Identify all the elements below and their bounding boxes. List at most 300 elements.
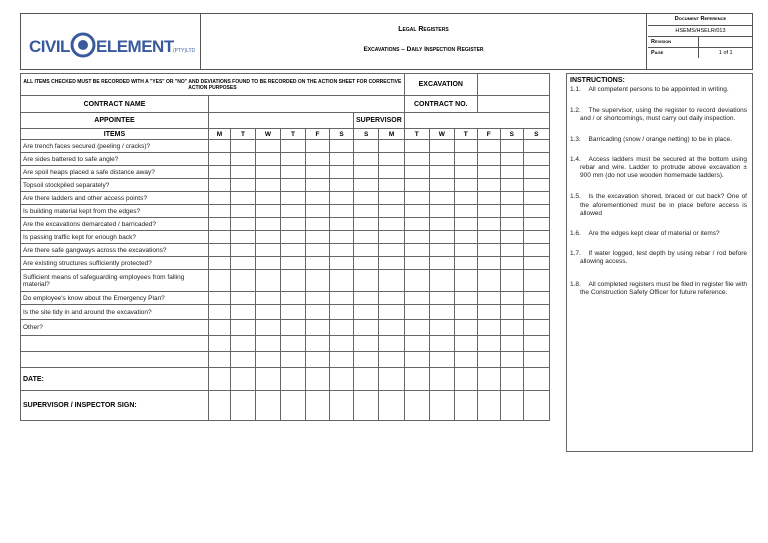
check-cell[interactable] [523, 205, 549, 218]
check-cell[interactable] [354, 244, 379, 257]
check-cell[interactable] [404, 352, 429, 368]
instructions-list [570, 86, 747, 297]
check-cell[interactable] [404, 257, 429, 270]
check-cell[interactable] [354, 205, 379, 218]
check-cell[interactable] [281, 320, 306, 336]
check-cell[interactable] [404, 292, 429, 305]
check-cell[interactable] [256, 270, 281, 292]
check-cell[interactable] [429, 166, 454, 179]
check-cell[interactable] [306, 205, 330, 218]
check-cell[interactable] [281, 352, 306, 368]
check-cell[interactable] [454, 140, 477, 153]
check-cell[interactable] [379, 231, 404, 244]
check-cell[interactable] [454, 192, 477, 205]
appointee-label: APPOINTEE [21, 113, 209, 129]
check-cell[interactable] [454, 368, 477, 391]
instruction-number: 1.1. [570, 86, 581, 93]
check-cell[interactable] [379, 218, 404, 231]
check-cell[interactable] [256, 292, 281, 305]
check-cell[interactable] [379, 166, 404, 179]
check-cell[interactable] [404, 270, 429, 292]
check-cell[interactable] [306, 140, 330, 153]
check-cell[interactable] [523, 166, 549, 179]
check-cell[interactable] [429, 368, 454, 391]
check-cell[interactable] [523, 352, 549, 368]
check-cell[interactable] [379, 352, 404, 368]
check-cell[interactable] [429, 352, 454, 368]
check-cell[interactable] [429, 231, 454, 244]
check-cell[interactable] [281, 244, 306, 257]
check-cell[interactable] [354, 166, 379, 179]
check-cell[interactable] [281, 153, 306, 166]
check-cell[interactable] [231, 336, 256, 352]
check-cell[interactable] [256, 140, 281, 153]
check-cell[interactable] [306, 153, 330, 166]
check-cell[interactable] [231, 368, 256, 391]
item-label: Do employee's know about the Emergency Plan? [21, 292, 209, 305]
check-cell[interactable] [404, 140, 429, 153]
check-cell[interactable] [404, 231, 429, 244]
check-cell[interactable] [404, 320, 429, 336]
check-cell[interactable] [256, 257, 281, 270]
check-cell[interactable] [404, 192, 429, 205]
check-cell[interactable] [354, 179, 379, 192]
document-subtitle: Excavations – Daily Inspection Register [363, 46, 484, 53]
check-cell[interactable] [330, 368, 354, 391]
check-cell[interactable] [209, 140, 231, 153]
check-cell[interactable] [330, 192, 354, 205]
check-cell[interactable] [454, 166, 477, 179]
check-cell[interactable] [354, 231, 379, 244]
check-cell[interactable] [500, 368, 523, 391]
check-cell[interactable] [454, 218, 477, 231]
check-cell[interactable] [354, 140, 379, 153]
check-cell[interactable] [500, 391, 523, 421]
check-cell[interactable] [209, 205, 231, 218]
check-cell[interactable] [306, 352, 330, 368]
check-cell[interactable] [477, 140, 500, 153]
check-cell[interactable] [404, 166, 429, 179]
contract-no-field[interactable] [477, 96, 549, 113]
check-cell[interactable] [500, 231, 523, 244]
check-cell[interactable] [404, 336, 429, 352]
check-cell[interactable] [477, 305, 500, 320]
check-cell[interactable] [330, 270, 354, 292]
check-cell[interactable] [281, 292, 306, 305]
day-header: S [330, 129, 354, 140]
check-cell[interactable] [523, 270, 549, 292]
check-cell[interactable] [209, 391, 231, 421]
check-cell[interactable] [379, 257, 404, 270]
check-cell[interactable] [477, 218, 500, 231]
notice-text: ALL ITEMS CHECKED MUST BE RECORDED WITH A "YES" OR "NO" AND DEVIATIONS FOUND TO BE RECORDED ON THE ACTION SHEET FOR CORRECTIVE ACTION PURPOSES [21, 74, 405, 96]
check-cell[interactable] [306, 257, 330, 270]
check-cell[interactable] [209, 218, 231, 231]
check-cell[interactable] [379, 391, 404, 421]
check-cell[interactable] [523, 231, 549, 244]
check-cell[interactable] [500, 179, 523, 192]
check-cell[interactable] [477, 352, 500, 368]
check-cell[interactable] [454, 231, 477, 244]
date-label: DATE: [21, 368, 209, 391]
item-row [21, 218, 550, 231]
check-cell[interactable] [454, 244, 477, 257]
check-cell[interactable] [379, 305, 404, 320]
check-cell[interactable] [404, 368, 429, 391]
day-header: T [231, 129, 256, 140]
check-cell[interactable] [231, 270, 256, 292]
check-cell[interactable] [330, 179, 354, 192]
check-cell[interactable] [500, 292, 523, 305]
check-cell[interactable] [256, 244, 281, 257]
check-cell[interactable] [209, 244, 231, 257]
check-cell[interactable] [354, 270, 379, 292]
check-cell[interactable] [354, 391, 379, 421]
check-cell[interactable] [209, 352, 231, 368]
check-cell[interactable] [231, 140, 256, 153]
check-cell[interactable] [404, 305, 429, 320]
check-cell[interactable] [281, 140, 306, 153]
check-cell[interactable] [281, 270, 306, 292]
check-cell[interactable] [500, 244, 523, 257]
check-cell[interactable] [306, 336, 330, 352]
check-cell[interactable] [281, 391, 306, 421]
check-cell[interactable] [231, 231, 256, 244]
check-cell[interactable] [454, 257, 477, 270]
check-cell[interactable] [231, 320, 256, 336]
title-cell [200, 14, 647, 69]
check-cell[interactable] [500, 320, 523, 336]
check-cell[interactable] [429, 292, 454, 305]
check-cell[interactable] [306, 192, 330, 205]
check-cell[interactable] [477, 336, 500, 352]
check-cell[interactable] [500, 336, 523, 352]
check-cell[interactable] [209, 336, 231, 352]
check-cell[interactable] [281, 192, 306, 205]
check-cell[interactable] [429, 205, 454, 218]
check-cell[interactable] [404, 244, 429, 257]
check-cell[interactable] [404, 391, 429, 421]
check-cell[interactable] [354, 336, 379, 352]
check-cell[interactable] [454, 179, 477, 192]
check-cell[interactable] [330, 153, 354, 166]
check-cell[interactable] [209, 179, 231, 192]
check-cell[interactable] [354, 292, 379, 305]
item-label: Are trench faces secured (peeling / cracks)? [21, 140, 209, 153]
instruction-number: 1.6. [570, 230, 581, 238]
svg-text:CIVIL: CIVIL [29, 37, 70, 56]
check-cell[interactable] [209, 368, 231, 391]
instructions-panel [566, 73, 753, 452]
check-cell[interactable] [379, 368, 404, 391]
day-header: M [379, 129, 404, 140]
check-cell[interactable] [523, 368, 549, 391]
check-cell[interactable] [454, 352, 477, 368]
revision-value [698, 36, 753, 47]
check-cell[interactable] [231, 305, 256, 320]
check-cell[interactable] [306, 270, 330, 292]
check-cell[interactable] [306, 244, 330, 257]
check-cell[interactable] [231, 391, 256, 421]
check-cell[interactable] [379, 292, 404, 305]
check-cell[interactable] [330, 244, 354, 257]
appointee-field[interactable] [209, 113, 354, 129]
check-cell[interactable] [404, 205, 429, 218]
check-cell[interactable] [231, 205, 256, 218]
check-cell[interactable] [306, 179, 330, 192]
page-label: Page [651, 49, 664, 56]
check-cell[interactable] [256, 218, 281, 231]
check-cell[interactable] [523, 244, 549, 257]
check-cell[interactable] [256, 166, 281, 179]
check-cell[interactable] [256, 179, 281, 192]
check-cell[interactable] [523, 179, 549, 192]
check-cell[interactable] [231, 192, 256, 205]
check-cell[interactable] [231, 218, 256, 231]
day-header: S [354, 129, 379, 140]
check-cell[interactable] [256, 320, 281, 336]
check-cell[interactable] [500, 166, 523, 179]
check-cell[interactable] [500, 257, 523, 270]
check-cell[interactable] [429, 270, 454, 292]
check-cell[interactable] [454, 205, 477, 218]
check-cell[interactable] [281, 257, 306, 270]
check-cell[interactable] [454, 391, 477, 421]
instruction-text: Are the edges kept clear of material or items? [588, 230, 720, 238]
check-cell[interactable] [454, 153, 477, 166]
check-cell[interactable] [500, 205, 523, 218]
svg-text:(PTY)LTD: (PTY)LTD [173, 48, 196, 54]
check-cell[interactable] [306, 231, 330, 244]
check-cell[interactable] [209, 292, 231, 305]
check-cell[interactable] [429, 391, 454, 421]
check-cell[interactable] [330, 336, 354, 352]
check-cell[interactable] [379, 140, 404, 153]
check-cell[interactable] [523, 292, 549, 305]
day-header: S [523, 129, 549, 140]
item-row [21, 192, 550, 205]
check-cell[interactable] [231, 352, 256, 368]
check-cell[interactable] [354, 305, 379, 320]
check-cell[interactable] [523, 192, 549, 205]
check-cell[interactable] [330, 391, 354, 421]
contract-no-label: CONTRACT NO. [404, 96, 477, 113]
check-cell[interactable] [330, 352, 354, 368]
check-cell[interactable] [454, 270, 477, 292]
instruction-item [570, 86, 747, 94]
check-cell[interactable] [429, 320, 454, 336]
check-cell[interactable] [231, 244, 256, 257]
check-cell[interactable] [429, 179, 454, 192]
check-cell[interactable] [256, 205, 281, 218]
check-cell[interactable] [477, 292, 500, 305]
check-cell[interactable] [477, 192, 500, 205]
check-cell[interactable] [209, 270, 231, 292]
check-cell[interactable] [231, 179, 256, 192]
check-cell[interactable] [330, 140, 354, 153]
check-cell[interactable] [209, 192, 231, 205]
check-cell[interactable] [477, 244, 500, 257]
sign-label: SUPERVISOR / INSPECTOR SIGN: [21, 391, 209, 421]
check-cell[interactable] [330, 305, 354, 320]
check-cell[interactable] [330, 257, 354, 270]
item-label: Are there safe gangways across the excavations? [21, 244, 209, 257]
check-cell[interactable] [209, 166, 231, 179]
document-header [20, 13, 753, 70]
instruction-number: 1.7. [570, 250, 581, 258]
check-cell[interactable] [354, 368, 379, 391]
check-cell[interactable] [500, 140, 523, 153]
check-cell[interactable] [379, 320, 404, 336]
check-cell[interactable] [306, 218, 330, 231]
check-cell[interactable] [379, 153, 404, 166]
check-cell[interactable] [306, 305, 330, 320]
instruction-number: 1.2. [570, 107, 581, 115]
company-logo [27, 30, 199, 60]
check-cell[interactable] [306, 166, 330, 179]
check-cell[interactable] [477, 179, 500, 192]
check-cell[interactable] [477, 153, 500, 166]
check-cell[interactable] [281, 336, 306, 352]
check-cell[interactable] [306, 391, 330, 421]
check-cell[interactable] [477, 231, 500, 244]
check-cell[interactable] [500, 352, 523, 368]
check-cell[interactable] [500, 153, 523, 166]
excavation-field[interactable] [477, 74, 549, 96]
check-cell[interactable] [429, 192, 454, 205]
check-cell[interactable] [500, 192, 523, 205]
check-cell[interactable] [354, 218, 379, 231]
check-cell[interactable] [429, 336, 454, 352]
check-cell[interactable] [404, 153, 429, 166]
check-cell[interactable] [256, 231, 281, 244]
check-cell[interactable] [281, 305, 306, 320]
check-cell[interactable] [477, 205, 500, 218]
item-row [21, 257, 550, 270]
item-label: Are there ladders and other access points? [21, 192, 209, 205]
check-cell[interactable] [379, 205, 404, 218]
check-cell[interactable] [306, 292, 330, 305]
document-title: Legal Registers [398, 26, 449, 33]
check-cell[interactable] [281, 205, 306, 218]
check-cell[interactable] [354, 192, 379, 205]
check-cell[interactable] [281, 218, 306, 231]
check-cell[interactable] [404, 218, 429, 231]
check-cell[interactable] [429, 153, 454, 166]
check-cell[interactable] [523, 218, 549, 231]
check-cell[interactable] [209, 231, 231, 244]
day-header: F [477, 129, 500, 140]
check-cell[interactable] [330, 205, 354, 218]
check-cell[interactable] [523, 257, 549, 270]
check-cell[interactable] [523, 320, 549, 336]
check-cell[interactable] [404, 179, 429, 192]
instruction-text: All completed registers must be filed in register file with the Construction Safety Officer for future reference. [580, 280, 747, 296]
check-cell[interactable] [500, 270, 523, 292]
check-cell[interactable] [256, 336, 281, 352]
check-cell[interactable] [256, 305, 281, 320]
check-cell[interactable] [209, 305, 231, 320]
check-cell[interactable] [281, 179, 306, 192]
check-cell[interactable] [523, 305, 549, 320]
check-cell[interactable] [256, 352, 281, 368]
check-cell[interactable] [281, 231, 306, 244]
check-cell[interactable] [429, 305, 454, 320]
check-cell[interactable] [354, 257, 379, 270]
check-cell[interactable] [281, 368, 306, 391]
check-cell[interactable] [256, 153, 281, 166]
supervisor-field[interactable] [404, 113, 549, 129]
check-cell[interactable] [330, 231, 354, 244]
check-cell[interactable] [379, 336, 404, 352]
check-cell[interactable] [281, 166, 306, 179]
check-cell[interactable] [379, 270, 404, 292]
check-cell[interactable] [477, 391, 500, 421]
check-cell[interactable] [500, 218, 523, 231]
check-cell[interactable] [354, 320, 379, 336]
check-cell[interactable] [209, 320, 231, 336]
check-cell[interactable] [209, 153, 231, 166]
item-label: Is building material kept from the edges? [21, 205, 209, 218]
check-cell[interactable] [330, 166, 354, 179]
check-cell[interactable] [256, 192, 281, 205]
check-cell[interactable] [429, 140, 454, 153]
check-cell[interactable] [477, 368, 500, 391]
check-cell[interactable] [477, 257, 500, 270]
check-cell[interactable] [306, 320, 330, 336]
check-cell[interactable] [330, 218, 354, 231]
check-cell[interactable] [354, 352, 379, 368]
check-cell[interactable] [429, 218, 454, 231]
check-cell[interactable] [231, 153, 256, 166]
check-cell[interactable] [330, 292, 354, 305]
instruction-text: Is the excavation shored, braced or cut back? One of the aforementioned must be in place before access is allowed [580, 193, 747, 217]
check-cell[interactable] [523, 153, 549, 166]
check-cell[interactable] [429, 257, 454, 270]
notice-row [21, 74, 550, 96]
check-cell[interactable] [523, 140, 549, 153]
check-cell[interactable] [454, 336, 477, 352]
check-cell[interactable] [379, 244, 404, 257]
check-cell[interactable] [256, 368, 281, 391]
check-cell[interactable] [231, 257, 256, 270]
check-cell[interactable] [454, 292, 477, 305]
check-cell[interactable] [306, 368, 330, 391]
item-row [21, 292, 550, 305]
check-cell[interactable] [500, 305, 523, 320]
day-header: T [281, 129, 306, 140]
check-cell[interactable] [454, 320, 477, 336]
check-cell[interactable] [477, 166, 500, 179]
check-cell[interactable] [477, 270, 500, 292]
check-cell[interactable] [231, 292, 256, 305]
check-cell[interactable] [379, 192, 404, 205]
contract-row [21, 96, 550, 113]
check-cell[interactable] [477, 320, 500, 336]
check-cell[interactable] [330, 320, 354, 336]
check-cell[interactable] [523, 336, 549, 352]
check-cell[interactable] [209, 257, 231, 270]
check-cell[interactable] [523, 391, 549, 421]
check-cell[interactable] [429, 244, 454, 257]
logo-cell [21, 14, 200, 69]
check-cell[interactable] [256, 391, 281, 421]
contract-name-field[interactable] [209, 96, 405, 113]
check-cell[interactable] [454, 305, 477, 320]
check-cell[interactable] [231, 166, 256, 179]
check-cell[interactable] [354, 153, 379, 166]
check-cell[interactable] [379, 179, 404, 192]
